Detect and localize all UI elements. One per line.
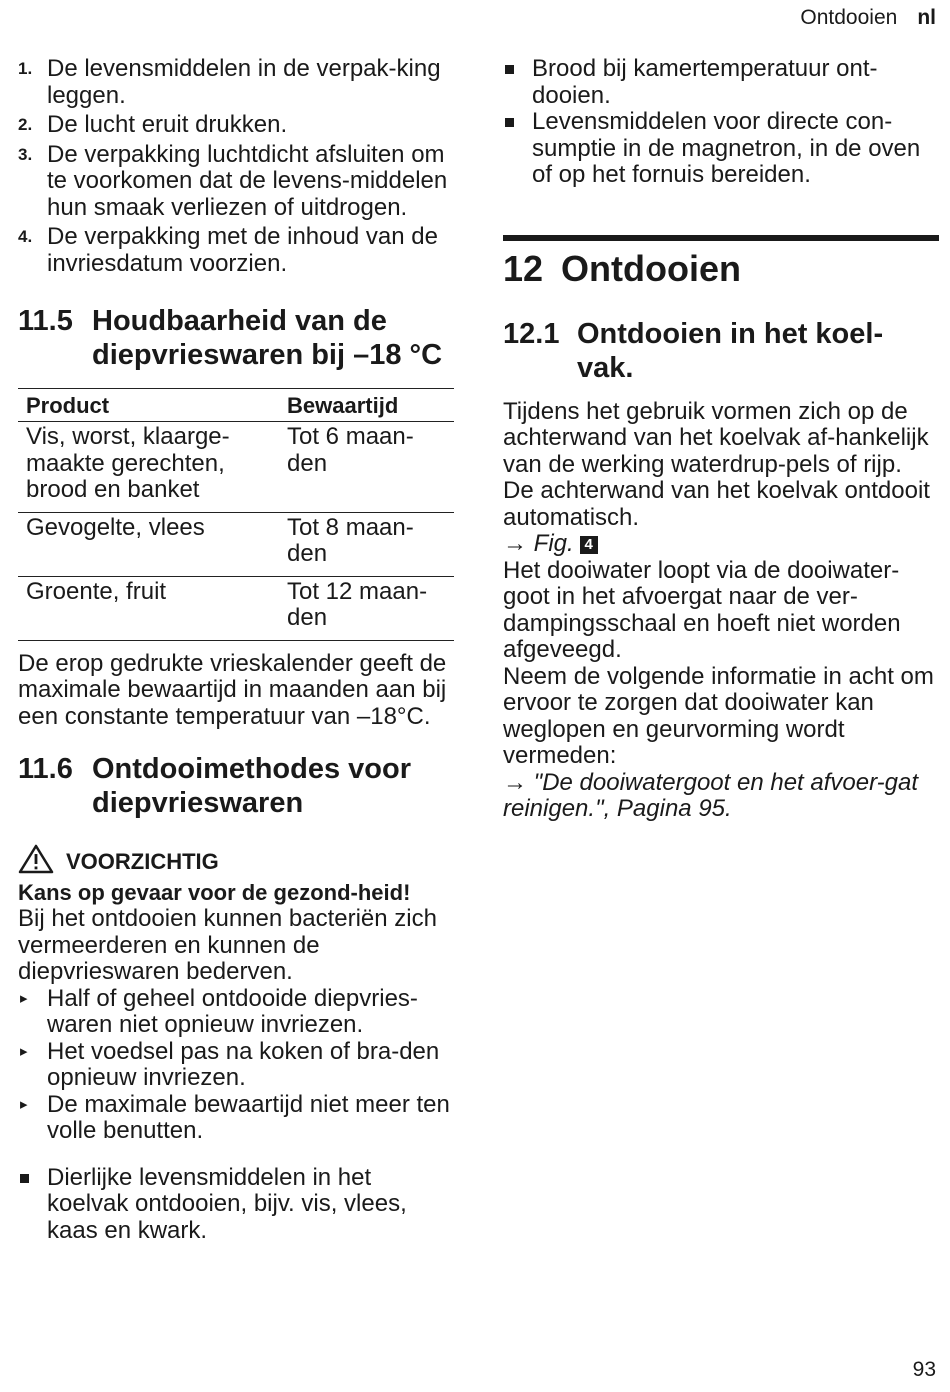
thawing-methods-list [18,1165,454,1245]
list-item: Dierlijke levensmiddelen in het koelvak ontdooien, bijv. vis, vlees, kaas en kwark. [18,1165,454,1245]
table-row [18,576,454,640]
table-cell: Tot 6 maan-den [279,422,454,513]
table-row [18,422,454,513]
table-cell: Vis, worst, klaarge-maakte gerechten, brood en banket [18,422,279,513]
step-item: 4. De verpakking met de inhoud van de invriesdatum voorzien. [18,223,438,277]
storage-table [18,388,454,641]
list-item: Brood bij kamertemperatuur ont-dooien. [503,56,939,109]
chapter-12-heading: 12 Ontdooien [503,235,939,293]
square-bullet-icon [505,65,514,74]
warning-triangle-icon [18,844,66,880]
list-item: ▸ De maximale bewaartijd niet meer ten volle benutten. [20,1090,450,1144]
page-number: 93 [912,1358,936,1381]
packing-steps [18,56,454,277]
list-item: Levensmiddelen voor directe con-sumptie in de magnetron, in de oven of op het fornuis bereiden. [503,109,939,189]
triangle-bullet-icon: ▸ [20,1095,28,1113]
square-bullet-icon [505,118,514,127]
caution-subtitle: Kans op gevaar voor de gezond-heid! [18,880,411,905]
table-cell: Tot 12 maan-den [279,576,454,640]
table-cell: Groente, fruit [18,576,279,640]
left-column [18,56,454,1244]
table-row [18,512,454,576]
right-column [503,56,939,823]
triangle-bullet-icon: ▸ [20,989,28,1007]
section-12-1-heading: 12.1 Ontdooien in het koel-vak. [503,317,884,384]
list-item: ▸ Het voedsel pas na koken of bra-den opnieuw invriezen. [20,1037,440,1091]
caution-actions [18,986,454,1145]
arrow-icon: → [503,768,527,796]
table-cell: Gevogelte, vlees [18,512,279,576]
caution-title [18,844,454,880]
column-header: Product [18,389,279,422]
body-paragraph: Tijdens het gebruik vormen zich op de achterwand van het koelvak af-hankelijk van de werking waterdrup-pels of rijp. De achterwand van het koelvak ontdooit automatisch. [503,397,930,531]
caution-box [18,844,454,1145]
header-language: nl [917,6,936,29]
square-bullet-icon [20,1174,29,1183]
caution-text: Bij het ontdooien kunnen bacteriën zich vermeerderen en kunnen de diepvrieswaren bederven. [18,905,437,985]
page-header [800,6,936,30]
caution-label: VOORZICHTIG [66,849,219,874]
step-item: 1. De levensmiddelen in de verpak-king leggen. [18,55,441,109]
figure-link[interactable]: Fig. [533,530,574,557]
header-section: Ontdooien [800,6,898,29]
section-11-6-heading: 11.6 Ontdooimethodes voor diepvrieswaren [18,753,411,819]
column-header: Bewaartijd [279,389,454,422]
arrow-icon: → [503,530,527,557]
body-paragraph: Neem de volgende informatie in acht om ervoor te zorgen dat dooiwater kan weglopen en geurvorming wordt vermeden: [503,662,934,769]
triangle-bullet-icon: ▸ [20,1042,28,1060]
list-item: ▸ Half of geheel ontdooide diepvries-waren niet opnieuw invriezen. [20,984,418,1038]
section-12-1-body [503,399,939,823]
section-11-5-heading: 11.5 Houdbaarheid van de diepvrieswaren bij –18 °C [18,305,443,371]
thawing-methods-list-continued [503,56,939,189]
cross-reference [503,770,939,823]
freezer-calendar-note: De erop gedrukte vrieskalender geeft de maximale bewaartijd in maanden aan bij een constante temperatuur van –18°C. [18,649,447,730]
step-item: 2. De lucht eruit drukken. [18,111,288,138]
table-header-row [18,389,454,422]
body-paragraph: Het dooiwater loopt via de dooiwater-goot in het afvoergat naar de ver-dampingsschaal en hoeft niet worden afgeveegd. [503,556,901,663]
figure-reference [503,531,939,558]
step-item: 3. De verpakking luchtdicht afsluiten om te voorkomen dat de levens-middelen hun smaak verliezen of uitdrogen. [18,140,448,221]
figure-number-badge: 4 [580,536,598,554]
cross-reference-link[interactable]: "De dooiwatergoot en het afvoer-gat reinigen.", Pagina 95. [503,768,918,822]
table-cell: Tot 8 maan-den [279,512,454,576]
